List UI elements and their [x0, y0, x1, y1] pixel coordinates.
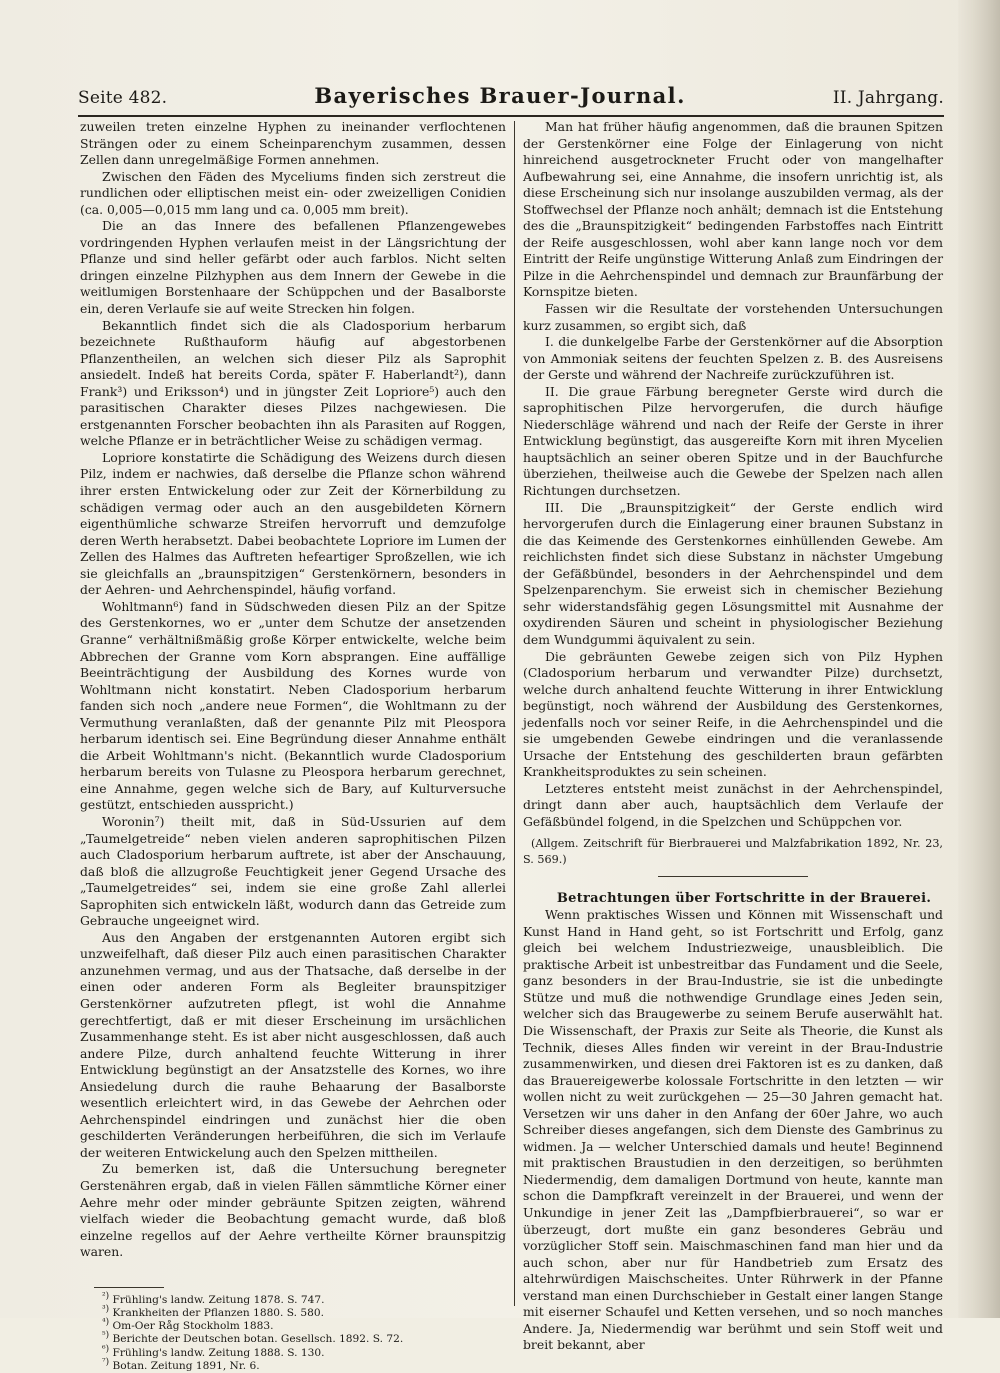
footnote-mark: ⁴) — [102, 1317, 110, 1328]
footnote-text: Botan. Zeitung 1891, Nr. 6. — [112, 1359, 260, 1372]
footnote-text: Frühling's landw. Zeitung 1888. S. 130. — [112, 1346, 325, 1359]
paragraph: Bekanntlich findet sich die als Cladosporium herbarum bezeichnete Rußthauform häufig auf abgestorbenen Pflanzentheilen, an welchen sich dieser Pilz als Saprophit ansiedelt. Indeß hat bereits Corda, später F. Haberlandt²), dann Frank³) und Eriksson⁴) und in jüngster Zeit Lopriore⁵) auch den parasitischen Charakter dieses Pilzes nachgewiesen. Die erstgenannten Forscher beobachten ihn als Parasiten auf Roggen, welche Pflanze er in beträchtlicher Weise zu schädigen vermag. — [80, 317, 506, 449]
left-column — [80, 119, 506, 1373]
footnote-mark: ³) — [102, 1304, 110, 1315]
footnote-mark: ⁵) — [102, 1330, 110, 1341]
paragraph: Aus den Angaben der erstgenannten Autoren ergibt sich unzweifelhaft, daß dieser Pilz auch einen parasitischen Charakter anzunehmen vermag, und aus der Thatsache, daß derselbe in der einen oder anderen Form als Begleiter braunspitziger Gerstenkörner aufzutreten pflegt, ist wohl die Annahme gerechtfertigt, daß er mit dieser Erscheinung im ursächlichen Zusammenhange steht. Es ist aber nicht ausgeschlossen, daß auch andere Pilze, durch anhaltend feuchte Witterung in ihrer Entwicklung begünstigt an der Ansatzstelle des Kornes, wo ihre Ansiedelung durch die rauhe Behaarung der Basalborste wesentlich erleichtert wird, in das Gewebe der Aehrchen oder Aehrchenspindel eindringen und zunächst hier die oben geschilderten Veränderungen herbeiführen, die sich im Verlaufe der weiteren Entwickelung auch den Spelzen mittheilen. — [80, 929, 506, 1160]
paragraph: Die an das Innere des befallenen Pflanzengewebes vordringenden Hyphen verlaufen meist in der Längsrichtung der Pflanze und sind heller gefärbt oder auch farblos. Nicht selten dringen einzelne Pilzhyphen aus dem Innern der Gewebe in die weitlumigen Borstenhaare der Schüppchen und der Basalborste ein, deren Verlaufe sie auf weite Strecken hin folgen. — [80, 218, 506, 317]
volume-label: II. Jahrgang. — [832, 88, 944, 108]
footnote — [80, 1304, 506, 1320]
section-rule — [658, 876, 808, 877]
paragraph: Letzteres entsteht meist zunächst in der Aehrchenspindel, dringt dann aber auch, hauptsächlich dem Verlaufe der Gefäßbündel folgend, in die Spelzchen und Schüppchen vor. — [523, 780, 943, 829]
footnote-text: Frühling's landw. Zeitung 1878. S. 747. — [112, 1293, 325, 1306]
paragraph: III. Die „Braunspitzigkeit“ der Gerste endlich wird hervorgerufen durch die Einlagerung einer braunen Substanz in die das Keimende des Gerstenkornes einhüllenden Gewebe. Am reichlichsten findet sich diese Substanz in nächster Umgebung der Gefäßbündel, besonders in der Aehrchenspindel und dem Spelzenparenchym. Sie erweist sich in chemischer Beziehung sehr widerstandsfähig gegen Lösungsmittel mit Ausnahme der oxydirenden Säuren und scheint in physiologischer Beziehung dem Wundgummi äquivalent zu sein. — [523, 499, 943, 647]
paragraph: zuweilen treten einzelne Hyphen zu ineinander verflochtenen Strängen oder zu einem Scheinparenchym zusammen, dessen Zellen dann unregelmäßige Formen annehmen. — [80, 119, 506, 168]
paragraph: Wenn praktisches Wissen und Können mit Wissenschaft und Kunst Hand in Hand geht, so ist Fortschritt und Erfolg, ganz gleich bei welchem Industriezweige, unausbleiblich. Die praktische Arbeit ist unbestreitbar das Fundament und die Seele, ganz besonders in der Brau-Industrie, sie ist die unbedingte Stütze und muß die nothwendige Grundlage eines Jeden sein, welcher sich das Braugewerbe zu seinem Berufe auserwählt hat. Die Wissenschaft, der Praxis zur Seite als Theorie, die Kunst als Technik, dieses Alles finden wir vereint in der Brau-Industrie zusammenwirken, und diesen drei Faktoren ist es zu danken, daß das Brauereigewerbe kolossale Fortschritte in den letzten — wir wollen nicht zu weit zurückgehen — 25—30 Jahren gemacht hat. Versetzen wir uns daher in den Anfang der 60er Jahre, wo auch Schreiber dieses angefangen, sich dem Dienste des Gambrinus zu widmen. Ja — welcher Unterschied damals und heute! Beginnend mit praktischen Braustudien in den derzeitigen, so berühmten Niedermendig, dem damaligen Dortmund von heute, kannte man schon die Dampfkraft vereinzelt in der Brauerei, und wenn der Unkundige in jener Zeit las „Dampfbierbrauerei“, so war er überzeugt, dort mußte ein ganz besonderes Gebräu und vorzüglicher Stoff sein. Maischmaschinen fand man hier und da auch schon, aber nur für Handbetrieb zum Ersatz des altehrwürdigen Maischscheites. Unter Rührwerk in der Pfanne verstand man einen Durchschieber in Gestalt einer langen Stange mit eiserner Schaufel und Ketten versehen, und so noch manches Andere. Ja, Niedermendig war berühmt und sein Stoff weit und breit bekannt, aber — [523, 907, 943, 1353]
paragraph: Man hat früher häufig angenommen, daß die braunen Spitzen der Gerstenkörner eine Folge der Einlagerung von nicht hinreichend ausgetrockneter Frucht oder von mangelhafter Aufbewahrung sei, eine Annahme, die insofern unrichtig ist, als diese Erscheinung sich nur insolange auszubilden vermag, als der Stoffwechsel der Pflanze noch anhält; demnach ist die Entstehung des die „Braunspitzigkeit“ bedingenden Farbstoffes nach Eintritt der Reife ausgeschlossen, wohl aber kann lange noch vor dem Eintritt der Reife ungünstige Witterung Anlaß zum Eindringen der Pilze in die Aehrchenspindel und demnach zur Braunfärbung der Kornspitze bieten. — [523, 119, 943, 300]
right-column — [523, 119, 943, 1354]
paragraph: Fassen wir die Resultate der vorstehenden Untersuchungen kurz zusammen, so ergibt sich, daß — [523, 301, 943, 333]
footnote — [80, 1330, 506, 1346]
footnote-mark: ⁷) — [102, 1357, 110, 1368]
paragraph: Zu bemerken ist, daß die Untersuchung beregneter Gerstenähren ergab, daß in vielen Fällen sämmtliche Körner einer Aehre mehr oder minder gebräunte Spitzen zeigten, während vielfach wieder die Beobachtung gemacht wurde, daß bloß einzelne regellos auf der Aehre vertheilte Körner braunspitzig waren. — [80, 1161, 506, 1260]
footnote — [80, 1291, 506, 1307]
paragraph: Zwischen den Fäden des Myceliums finden sich zerstreut die rundlichen oder elliptischen meist ein- oder zweizelligen Conidien (ca. 0,005—0,015 mm lang und ca. 0,005 mm breit). — [80, 168, 506, 217]
column-divider — [514, 121, 515, 1306]
footnote-text: Krankheiten der Pflanzen 1880. S. 580. — [112, 1306, 324, 1319]
footnote — [80, 1357, 506, 1373]
footnote-text: Berichte der Deutschen botan. Gesellsch. 1892. S. 72. — [112, 1333, 404, 1346]
journal-title: Bayerisches Brauer-Journal. — [314, 83, 686, 108]
paragraph: Die gebräunten Gewebe zeigen sich von Pilz Hyphen (Cladosporium herbarum und verwandter Pilze) durchsetzt, welche durch anhaltend feuchte Witterung in ihrer Entwicklung begünstigt, noch während der Ausbildung des Gerstenkornes, jedenfalls noch vor seiner Reife, in die Aehrchenspindel und die sie umgebenden Gewebe eindringen und die veranlassende Ursache der Entstehung des geschilderten braun gefärbten Krankheitsproduktes zu sein scheinen. — [523, 648, 943, 780]
page-header — [78, 83, 944, 111]
footnote-mark: ²) — [102, 1291, 110, 1302]
footnote-rule — [94, 1287, 164, 1288]
source-note: (Allgem. Zeitschrift für Bierbrauerei und Malzfabrikation 1892, Nr. 23, S. 569.) — [523, 836, 943, 867]
page-number: Seite 482. — [78, 88, 168, 108]
paragraph: II. Die graue Färbung beregneter Gerste wird durch die saprophitischen Pilze hervorgerufen, die durch häufige Niederschläge während und nach der Reife der Gerste in ihrer Entwicklung begünstigt, das ausgereifte Korn mit ihren Mycelien hauptsächlich an seiner oberen Spitze und in der Bauchfurche überziehen, theilweise auch die Gewebe der Spelzen nach allen Richtungen durchsetzen. — [523, 383, 943, 499]
footnote-text: Om-Oer Råg Stockholm 1883. — [112, 1320, 274, 1333]
paragraph: Woronin⁷) theilt mit, daß in Süd-Ussurien auf dem „Taumelgetreide“ neben vielen anderen saprophitischen Pilzen auch Cladosporium herbarum auftrete, ist aber der Anschauung, daß bloß die allzugroße Feuchtigkeit jener Gegend Ursache des „Taumelgetreides“ sei, indem sie eine große Zahl allerlei Saprophiten sich entwickeln läßt, wodurch dann das Getreide zum Gebrauche ungeeignet wird. — [80, 813, 506, 929]
footnote-mark: ⁶) — [102, 1344, 110, 1355]
footnote — [80, 1344, 506, 1360]
section-title: Betrachtungen über Fortschritte in der Brauerei. — [556, 890, 932, 906]
footnote — [80, 1317, 506, 1333]
paragraph: Lopriore konstatirte die Schädigung des Weizens durch diesen Pilz, indem er nachwies, daß derselbe die Pflanze schon während ihrer ersten Entwickelung oder zur Zeit der Körnerbildung zu schädigen vermag oder auch an den ausgebildeten Körnern eigenthümliche schwarze Streifen hervorruft und demzufolge deren Werth herabsetzt. Dabei beobachtete Lopriore im Lumen der Zellen des Halmes das Auftreten hefeartiger Sproßzellen, wie ich sie gleichfalls an „braunspitzigen“ Gerstenkörnern, besonders in der Aehren- und Aehrchenspindel, häufig vorfand. — [80, 449, 506, 598]
paragraph: I. die dunkelgelbe Farbe der Gerstenkörner auf die Absorption von Ammoniak seitens der feuchten Spelzen z. B. des Ausreisens der Gerste und während der Nachreife zurückzuführen ist. — [523, 334, 943, 383]
binding-shadow — [958, 0, 1000, 1318]
paragraph: Wohltmann⁶) fand in Südschweden diesen Pilz an der Spitze des Gerstenkornes, wo er „unter dem Schutze der ansetzenden Granne“ verhältnißmäßig große Körper entwickelte, welche beim Abbrechen der Granne vom Korn absprangen. Eine auffällige Beeinträchtigung der Ausbildung des Kornes wurde von Wohltmann nicht konstatirt. Neben Cladosporium herbarum fanden sich noch „andere neue Formen“, die Wohltmann zu der Vermuthung veranlaßten, daß der genannte Pilz mit Pleospora herbarum identisch sei. Eine Begründung dieser Annahme enthält die Arbeit Wohltmann's nicht. (Bekanntlich wurde Cladosporium herbarum bereits von Tulasne zu Pleospora herbarum gerechnet, eine Annahme, gegen welche sich de Bary, auf Kulturversuche gestützt, entschieden ausspricht.) — [80, 598, 506, 813]
